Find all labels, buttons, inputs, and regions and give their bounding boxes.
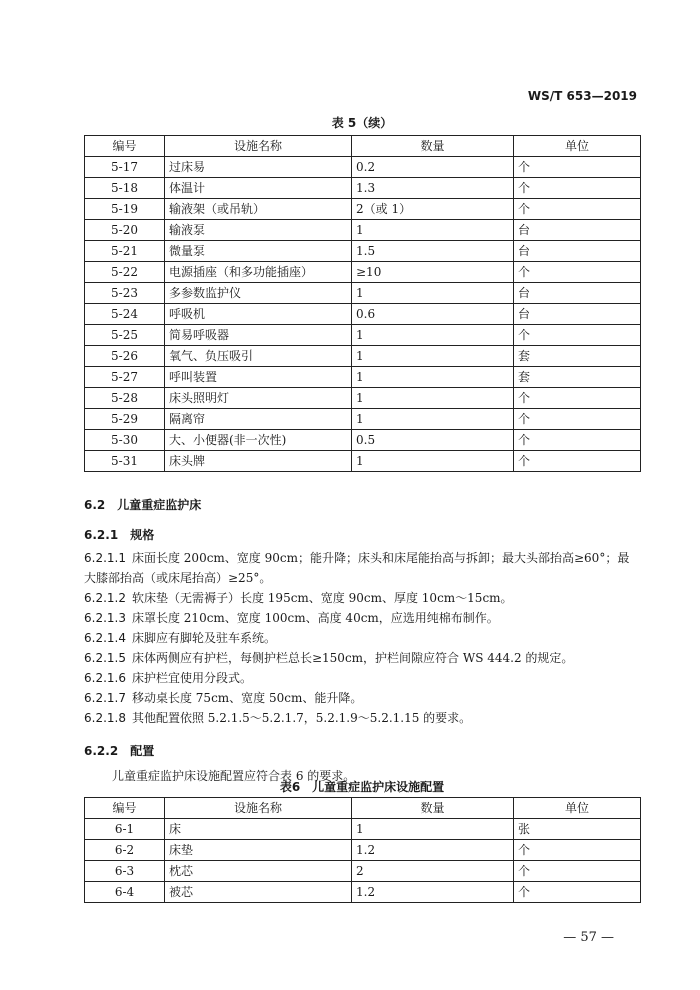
cell-quantity: 1.2 [352, 840, 514, 861]
cell-id: 5-24 [85, 304, 165, 325]
cell-unit: 台 [514, 304, 641, 325]
clause-number: 6.2.1.8 [84, 711, 126, 725]
cell-name: 电源插座（和多功能插座） [165, 262, 352, 283]
cell-unit: 套 [514, 367, 641, 388]
cell-unit: 台 [514, 241, 641, 262]
cell-id: 5-29 [85, 409, 165, 430]
cell-name: 简易呼吸器 [165, 325, 352, 346]
cell-id: 5-31 [85, 451, 165, 472]
cell-quantity: 0.6 [352, 304, 514, 325]
section-6-2-1-heading [84, 526, 154, 543]
cell-unit: 个 [514, 325, 641, 346]
column-header-id: 编号 [85, 136, 165, 157]
clause-text: 软床垫（无需褥子）长度 195cm、宽度 90cm、厚度 10cm～15cm。 [131, 591, 513, 605]
clause-text: 移动桌长度 75cm、宽度 50cm、能升降。 [131, 691, 363, 705]
cell-name: 呼叫装置 [165, 367, 352, 388]
table-row [85, 819, 641, 840]
cell-id: 5-20 [85, 220, 165, 241]
cell-name: 床垫 [165, 840, 352, 861]
cell-name: 体温计 [165, 178, 352, 199]
cell-unit: 张 [514, 819, 641, 840]
cell-unit: 台 [514, 283, 641, 304]
table-row [85, 388, 641, 409]
table-row [85, 346, 641, 367]
table-row [85, 840, 641, 861]
clause-number: 6.2.1.1 [84, 551, 126, 565]
cell-unit: 台 [514, 220, 641, 241]
cell-id: 5-27 [85, 367, 165, 388]
cell-id: 6-2 [85, 840, 165, 861]
cell-id: 5-18 [85, 178, 165, 199]
cell-quantity: 1 [352, 346, 514, 367]
cell-name: 输液架（或吊轨） [165, 199, 352, 220]
cell-id: 5-22 [85, 262, 165, 283]
cell-id: 5-25 [85, 325, 165, 346]
section-6-2-heading [84, 496, 201, 513]
clause-number: 6.2.1.4 [84, 631, 126, 645]
clause-number: 6.2.1.6 [84, 671, 126, 685]
table-row [85, 409, 641, 430]
cell-quantity: 2 [352, 861, 514, 882]
clause-number: 6.2.1.5 [84, 651, 126, 665]
standard-number: WS/T 653—2019 [527, 89, 637, 103]
section-title: 配置 [130, 744, 155, 758]
cell-unit: 个 [514, 388, 641, 409]
cell-quantity: 2（或 1） [352, 199, 514, 220]
clause-6-2-1-6 [84, 668, 640, 688]
clause-6-2-1-1 [84, 548, 640, 588]
cell-quantity: 1.5 [352, 241, 514, 262]
cell-unit: 个 [514, 157, 641, 178]
cell-name: 大、小便器(非一次性) [165, 430, 352, 451]
table-header-row [85, 798, 641, 819]
column-header-name: 设施名称 [165, 798, 352, 819]
cell-unit: 个 [514, 409, 641, 430]
section-number: 6.2 [84, 498, 106, 512]
cell-quantity: 1 [352, 367, 514, 388]
cell-quantity: 1 [352, 388, 514, 409]
cell-quantity: 1.2 [352, 882, 514, 903]
cell-id: 5-17 [85, 157, 165, 178]
table-row [85, 262, 641, 283]
clause-6-2-1-8 [84, 708, 640, 728]
config-paragraph: 儿童重症监护床设施配置应符合表 6 的要求。 [112, 769, 356, 783]
table-row [85, 367, 641, 388]
cell-id: 6-3 [85, 861, 165, 882]
cell-unit: 个 [514, 840, 641, 861]
cell-quantity: 1 [352, 325, 514, 346]
cell-name: 呼吸机 [165, 304, 352, 325]
table-header-row [85, 136, 641, 157]
cell-quantity: 1 [352, 819, 514, 840]
cell-unit: 个 [514, 262, 641, 283]
cell-unit: 个 [514, 178, 641, 199]
clause-6-2-1-2 [84, 588, 640, 608]
clause-text: 床面长度 200cm、宽度 90cm；能升降；床头和床尾能抬高与拆卸；最大头部抬高≥60°；最 [131, 551, 630, 565]
cell-name: 隔离帘 [165, 409, 352, 430]
column-header-quantity: 数量 [352, 136, 514, 157]
column-header-quantity: 数量 [352, 798, 514, 819]
cell-id: 5-26 [85, 346, 165, 367]
clause-text: 床罩长度 210cm、宽度 100cm、高度 40cm，应选用纯棉布制作。 [131, 611, 499, 625]
cell-quantity: 1 [352, 220, 514, 241]
table-row [85, 241, 641, 262]
cell-name: 枕芯 [165, 861, 352, 882]
cell-id: 5-28 [85, 388, 165, 409]
section-number: 6.2.1 [84, 528, 119, 542]
section-title: 规格 [130, 528, 155, 542]
cell-name: 床头照明灯 [165, 388, 352, 409]
cell-name: 过床易 [165, 157, 352, 178]
clause-text: 床体两侧应有护栏，每侧护栏总长≥150cm，护栏间隙应符合 WS 444.2 的规定。 [131, 651, 574, 665]
cell-quantity: 0.2 [352, 157, 514, 178]
column-header-unit: 单位 [514, 136, 641, 157]
cell-name: 微量泵 [165, 241, 352, 262]
cell-name: 床 [165, 819, 352, 840]
clause-6-2-1-7 [84, 688, 640, 708]
cell-id: 6-4 [85, 882, 165, 903]
cell-id: 5-19 [85, 199, 165, 220]
table-6 [84, 797, 641, 903]
table-row [85, 882, 641, 903]
cell-quantity: ≥10 [352, 262, 514, 283]
cell-name: 床头牌 [165, 451, 352, 472]
table-row [85, 283, 641, 304]
page-number: — 57 — [563, 930, 614, 945]
cell-id: 5-21 [85, 241, 165, 262]
table-row [85, 304, 641, 325]
cell-unit: 个 [514, 861, 641, 882]
table-row [85, 199, 641, 220]
cell-id: 5-30 [85, 430, 165, 451]
cell-quantity: 1.3 [352, 178, 514, 199]
cell-quantity: 1 [352, 409, 514, 430]
clause-6-2-1-5 [84, 648, 640, 668]
cell-quantity: 1 [352, 451, 514, 472]
cell-unit: 个 [514, 199, 641, 220]
cell-name: 多参数监护仪 [165, 283, 352, 304]
table-row [85, 451, 641, 472]
cell-unit: 个 [514, 430, 641, 451]
table-row [85, 861, 641, 882]
table-row [85, 325, 641, 346]
clause-number: 6.2.1.3 [84, 611, 126, 625]
cell-name: 氧气、负压吸引 [165, 346, 352, 367]
cell-name: 输液泵 [165, 220, 352, 241]
clause-text-continued: 大膝部抬高（或床尾抬高）≥25°。 [84, 571, 272, 585]
table6-caption: 表6 儿童重症监护床设施配置 [279, 780, 445, 794]
column-header-id: 编号 [85, 798, 165, 819]
cell-id: 6-1 [85, 819, 165, 840]
cell-quantity: 0.5 [352, 430, 514, 451]
clause-text: 床脚应有脚轮及驻车系统。 [131, 631, 276, 645]
section-6-2-2-heading [84, 742, 154, 759]
cell-id: 5-23 [85, 283, 165, 304]
cell-unit: 个 [514, 882, 641, 903]
clause-number: 6.2.1.2 [84, 591, 126, 605]
cell-quantity: 1 [352, 283, 514, 304]
clause-6-2-1-4 [84, 628, 640, 648]
cell-name: 被芯 [165, 882, 352, 903]
clause-6-2-1-3 [84, 608, 640, 628]
table5-caption: 表 5（续） [331, 116, 393, 130]
column-header-name: 设施名称 [165, 136, 352, 157]
table-row [85, 220, 641, 241]
clause-text: 其他配置依照 5.2.1.5～5.2.1.7，5.2.1.9～5.2.1.15 的要求。 [131, 711, 472, 725]
clause-text: 床护栏宜使用分段式。 [131, 671, 252, 685]
cell-unit: 套 [514, 346, 641, 367]
table-row [85, 157, 641, 178]
table-row [85, 178, 641, 199]
cell-unit: 个 [514, 451, 641, 472]
section-title: 儿童重症监护床 [117, 498, 202, 512]
section-number: 6.2.2 [84, 744, 119, 758]
table-5 [84, 135, 641, 472]
column-header-unit: 单位 [514, 798, 641, 819]
clause-number: 6.2.1.7 [84, 691, 126, 705]
table-row [85, 430, 641, 451]
